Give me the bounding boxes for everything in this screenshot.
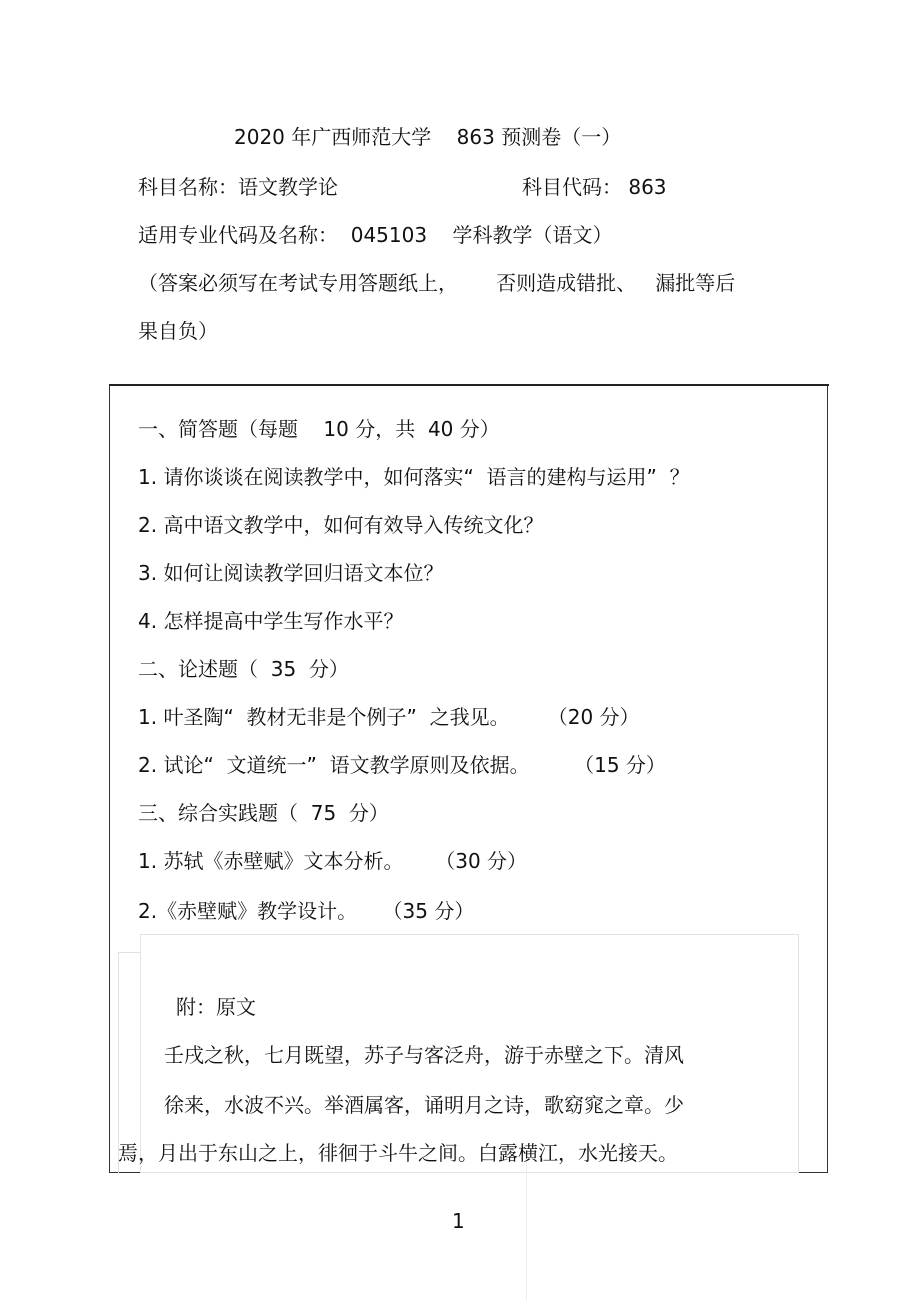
appendix-text-line-3: 焉，月出于东山之上，徘徊于斗牛之间。白露横江，水光接天。 (118, 1141, 678, 1165)
applicable-major: 适用专业代码及名称： 045103 学科教学（语文） (138, 223, 613, 247)
appendix-text-line-1: 壬戌之秋，七月既望，苏子与客泛舟，游于赤壁之下。清风 (164, 1043, 684, 1067)
question-3-2: 2.《赤壁赋》教学设计。 （35 分） (138, 899, 475, 923)
question-2-2: 2. 试论“ 文道统一” 语文教学原则及依据。 （15 分） (138, 753, 666, 777)
answer-notice-line-2: 果自负） (138, 319, 218, 343)
page-number: 1 (452, 1209, 465, 1233)
scan-artifact-line (526, 1160, 527, 1300)
exam-title: 2020 年广西师范大学 863 预测卷（一） (234, 125, 622, 149)
appendix-text-line-2: 徐来，水波不兴。举酒属客，诵明月之诗，歌窈窕之章。少 (164, 1093, 684, 1117)
answer-notice-line-1: （答案必须写在考试专用答题纸上， 否则造成错批、 漏批等后 (138, 271, 736, 295)
question-box-top-border (109, 384, 829, 386)
question-1-3: 3. 如何让阅读教学回归语文本位？ (138, 561, 444, 585)
question-3-1: 1. 苏轼《赤壁赋》文本分析。 （30 分） (138, 849, 528, 873)
question-1-4: 4. 怎样提高中学生写作水平？ (138, 609, 404, 633)
subject-name: 科目名称：语文教学论 (138, 175, 338, 199)
question-2-1: 1. 叶圣陶“ 教材无非是个例子” 之我见。 （20 分） (138, 705, 640, 729)
section-3-heading: 三、综合实践题（ 75 分） (138, 801, 389, 825)
section-2-heading: 二、论述题（ 35 分） (138, 657, 349, 681)
appendix-label: 附：原文 (176, 995, 256, 1019)
question-1-2: 2. 高中语文教学中，如何有效导入传统文化？ (138, 513, 544, 537)
question-1-1: 1. 请你谈谈在阅读教学中，如何落实“ 语言的建构与运用” ？ (138, 465, 690, 489)
subject-code: 科目代码： 863 (522, 175, 667, 199)
section-1-heading: 一、简答题（每题 10 分，共 40 分） (138, 417, 500, 441)
